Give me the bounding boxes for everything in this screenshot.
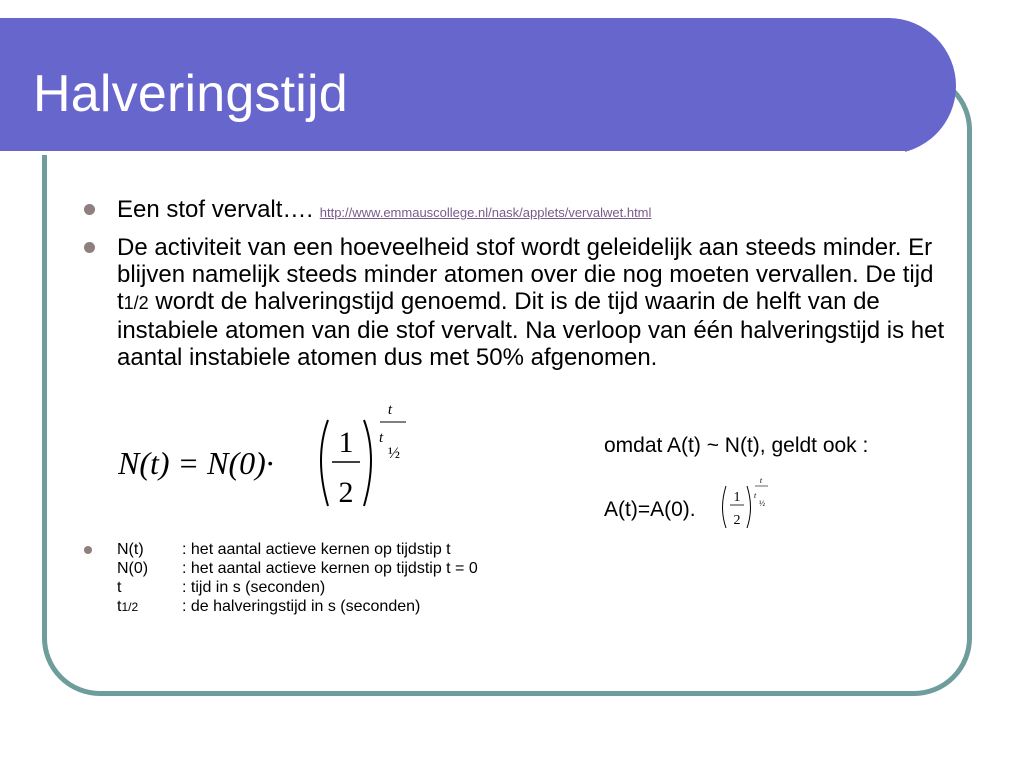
definition-term-subscript: 1/2 — [121, 600, 139, 614]
small-fraction-denominator: 2 — [733, 513, 741, 528]
definition-row — [117, 559, 478, 578]
small-right-paren — [747, 486, 751, 528]
exponent-denominator-sub: ½ — [388, 445, 400, 462]
bullet-item — [84, 234, 964, 371]
definition-term-wrap — [117, 597, 182, 617]
definition-term: t — [117, 598, 122, 615]
fraction-numerator: 1 — [338, 426, 354, 459]
definition-row — [117, 578, 478, 597]
note-line-1: omdat A(t) ~ N(t), geldt ook : — [604, 434, 869, 457]
small-exponent-denominator-var: t — [754, 491, 757, 500]
note-line-2: A(t)=A(0). — [604, 498, 696, 521]
decay-formula-small — [718, 474, 774, 530]
paragraph-part-2: wordt de halveringstijd genoemd. Dit is de tijd waarin de helft van de instabiele atomen van die stof vervalt. Na verloop van één halveringstijd is het aantal instabiele atomen dus met 50% afgenomen. — [117, 288, 945, 371]
small-exponent-denominator-sub: ½ — [759, 499, 765, 508]
half-life-subscript: 1/2 — [123, 293, 149, 313]
exponent-numerator: t — [387, 402, 393, 418]
small-exponent-numerator: t — [759, 476, 763, 485]
definition-row — [117, 597, 478, 617]
definition-desc: : het aantal actieve kernen op tijdstip t — [182, 541, 451, 558]
left-paren — [321, 420, 328, 506]
bullet-dot-icon — [84, 242, 95, 253]
exponent-denominator-var: t — [379, 430, 384, 446]
definition-desc: : tijd in s (seconden) — [182, 579, 326, 596]
paragraph-part-1: De activiteit van een hoeveelheid stof wordt geleidelijk aan steeds minder. Er blijven namelijk steeds minder atomen over die nog moeten vervallen. De tijd t — [117, 234, 934, 315]
definition-row — [117, 540, 478, 559]
definition-term: N(t) — [117, 541, 144, 558]
definition-term: N(0) — [117, 560, 149, 577]
small-fraction-numerator: 1 — [733, 490, 741, 505]
bullet-item — [84, 196, 964, 226]
definition-term: t — [117, 579, 122, 596]
applet-link[interactable]: http://www.emmauscollege.nl/nask/applets/vervalwet.html — [319, 205, 652, 220]
bullet-text: Een stof vervalt…. — [117, 196, 314, 223]
formula-lhs: N(t) = N(0)· — [118, 445, 274, 481]
definition-desc: : het aantal actieve kernen op tijdstip t = 0 — [182, 560, 478, 577]
fraction-denominator: 2 — [338, 476, 354, 509]
bullet-dot-icon — [84, 546, 92, 554]
slide-title: Halveringstijd — [33, 65, 348, 123]
bullet-list — [84, 196, 964, 371]
title-bar — [0, 18, 956, 154]
bullet-dot-icon — [84, 204, 95, 215]
right-paren — [364, 420, 371, 506]
definition-desc: : de halveringstijd in s (seconden) — [182, 598, 421, 615]
bullet-paragraph — [117, 234, 957, 371]
small-left-paren — [723, 486, 727, 528]
decay-formula — [118, 398, 418, 516]
title-underline — [0, 151, 905, 155]
definitions-list — [84, 540, 478, 617]
